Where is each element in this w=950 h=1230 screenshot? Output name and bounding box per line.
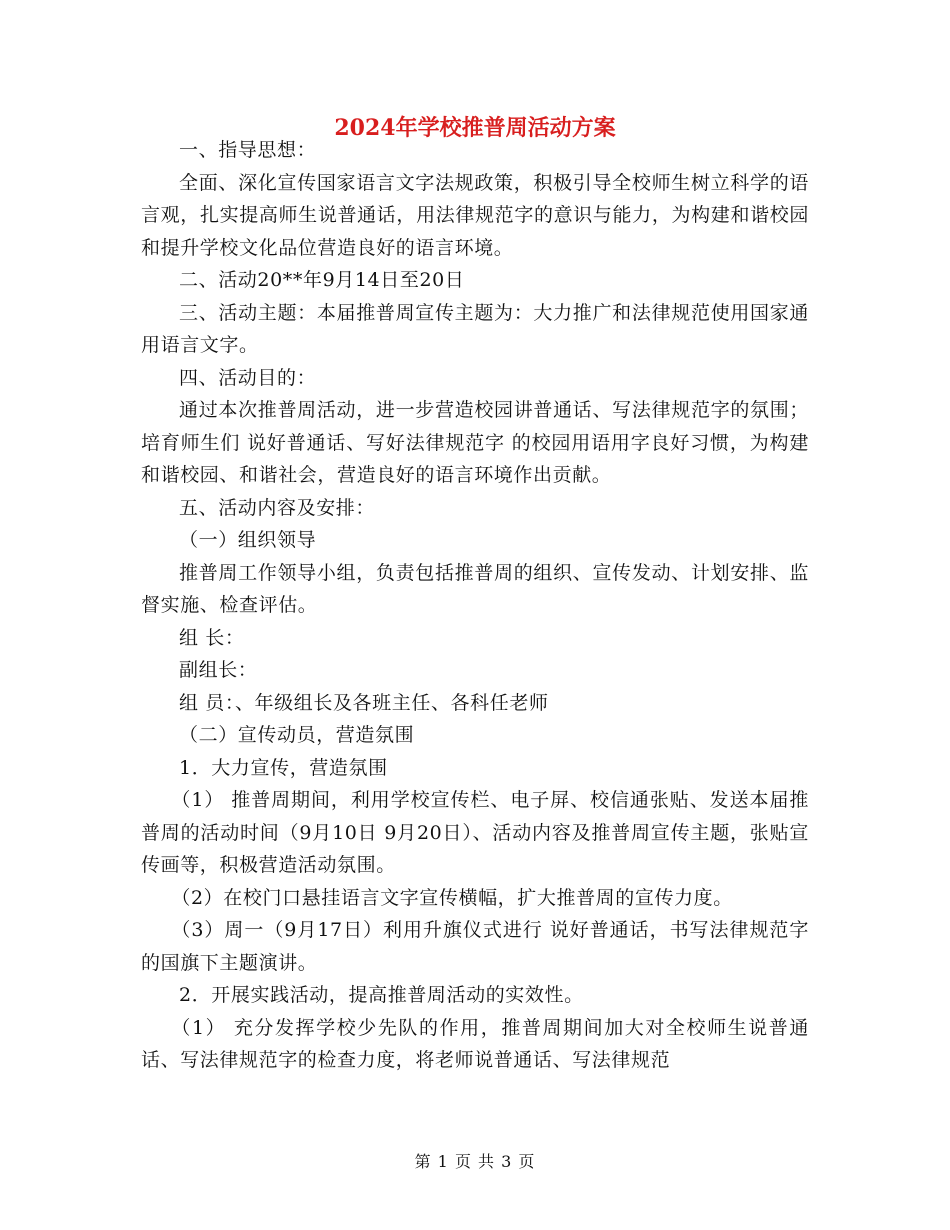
page-number-footer: 第 1 页 共 3 页	[414, 1152, 536, 1171]
heading-guiding-thought: 一、指导思想：	[179, 139, 317, 161]
line-deputy-leader: 副组长：	[179, 659, 258, 681]
subheading-organization: （一）组织领导	[179, 529, 317, 551]
line-group-leader: 组 长：	[179, 626, 245, 649]
heading-activity-purpose: 四、活动目的：	[179, 366, 317, 389]
paragraph-organization: 推普周工作领导小组，负责包括推普周的组织、宣传发动、计划安排、监督实施、检查评估。	[141, 561, 809, 616]
item-publicity-1-3: （3）周一（9月17日）利用升旗仪式进行 说好普通话，书写法律规范字 的国旗下主题演讲。	[141, 919, 809, 974]
subheading-publicity: （二）宣传动员，营造氛围	[179, 724, 415, 746]
line-group-members: 组 员：、年级组长及各班主任、各科任老师	[179, 691, 549, 714]
item-publicity-1: 1．大力宣传，营造氛围	[179, 756, 388, 779]
item-practice-2: 2．开展实践活动，提高推普周活动的实效性。	[179, 984, 584, 1006]
heading-activity-content: 五、活动内容及安排：	[179, 496, 376, 519]
item-practice-2-1: （1） 充分发挥学校少先队的作用，推普周期间加大对全校师生说普通话、写法律规范字的检查力度，将老师说普通话、写法律规范	[141, 1016, 809, 1071]
document-body	[141, 134, 809, 1077]
item-publicity-1-2: （2）在校门口悬挂语言文字宣传横幅，扩大推普周的宣传力度。	[171, 886, 733, 909]
item-publicity-1-1: （1） 推普周期间，利用学校宣传栏、电子屏、校信通张贴、发送本届推普周的活动时间（9月10日 9月20日）、活动内容及推普周宣传主题，张贴宣传画等，积极营造活动氛围。	[141, 789, 809, 876]
document-title: 2024年学校推普周活动方案	[334, 115, 616, 141]
paragraph-guiding-thought: 全面、深化宣传国家语言文字法规政策，积极引导全校师生树立科学的语言观，扎实提高师生说普通话，用法律规范字的意识与能力，为构建和谐校园和提升学校文化品位营造良好的语言环境。	[141, 171, 809, 259]
paragraph-activity-theme: 三、活动主题：本届推普周宣传主题为：大力推广和法律规范使用国家通用语言文字。	[141, 301, 809, 356]
paragraph-activity-purpose: 通过本次推普周活动，进一步营造校园讲普通话、写法律规范字的氛围；培育师生们 说好普通话、写好法律规范字 的校园用语用字良好习惯，为构建和谐校园、和谐社会，营造良好的语言环境作出贡献。	[141, 399, 809, 486]
heading-activity-date: 二、活动20**年9月14日至20日	[179, 269, 465, 291]
